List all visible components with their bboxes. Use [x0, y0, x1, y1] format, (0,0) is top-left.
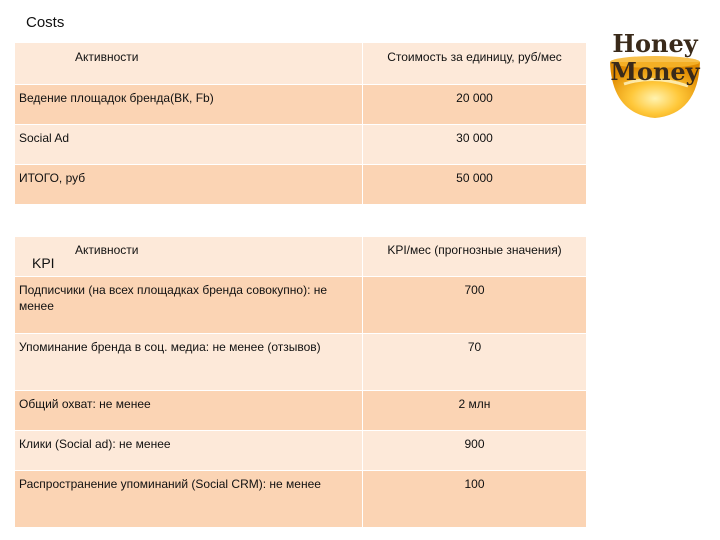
column-header: KPI/мес (прогнозные значения)	[363, 237, 587, 277]
logo-line2: Money	[610, 57, 700, 86]
kpi-label: KPI	[32, 255, 55, 271]
table-cell: 50 000	[363, 165, 587, 205]
table-header-row	[15, 237, 587, 277]
table-row	[15, 277, 587, 334]
table-cell: Клики (Social ad): не менее	[15, 431, 363, 471]
kpi-table	[14, 236, 587, 528]
table-cell: Подписчики (на всех площадках бренда совокупно): не менее	[15, 277, 363, 334]
table-cell: Social Ad	[15, 125, 363, 165]
table-cell: 2 млн	[363, 391, 587, 431]
costs-table	[14, 42, 587, 205]
slide-title: Costs	[26, 14, 65, 31]
table-cell: 100	[363, 471, 587, 528]
table-row	[15, 85, 587, 125]
table-row	[15, 391, 587, 431]
honey-money-logo	[604, 14, 706, 126]
table-cell: Ведение площадок бренда(ВК, Fb)	[15, 85, 363, 125]
table-row	[15, 431, 587, 471]
table-row	[15, 334, 587, 391]
table-cell: 70	[363, 334, 587, 391]
logo-line1: Honey	[612, 29, 698, 58]
table-header-row	[15, 43, 587, 85]
column-header: Активности	[15, 237, 363, 277]
table-cell: 700	[363, 277, 587, 334]
table-row	[15, 471, 587, 528]
table-cell: Общий охват: не менее	[15, 391, 363, 431]
column-header: Активности	[15, 43, 363, 85]
column-header: Стоимость за единицу, руб/мес	[363, 43, 587, 85]
table-row	[15, 165, 587, 205]
table-row	[15, 125, 587, 165]
table-cell: 20 000	[363, 85, 587, 125]
table-cell: Распространение упоминаний (Social CRM): не менее	[15, 471, 363, 528]
table-cell: 900	[363, 431, 587, 471]
table-cell: 30 000	[363, 125, 587, 165]
table-cell: ИТОГО, руб	[15, 165, 363, 205]
table-cell: Упоминание бренда в соц. медиа: не менее (отзывов)	[15, 334, 363, 391]
